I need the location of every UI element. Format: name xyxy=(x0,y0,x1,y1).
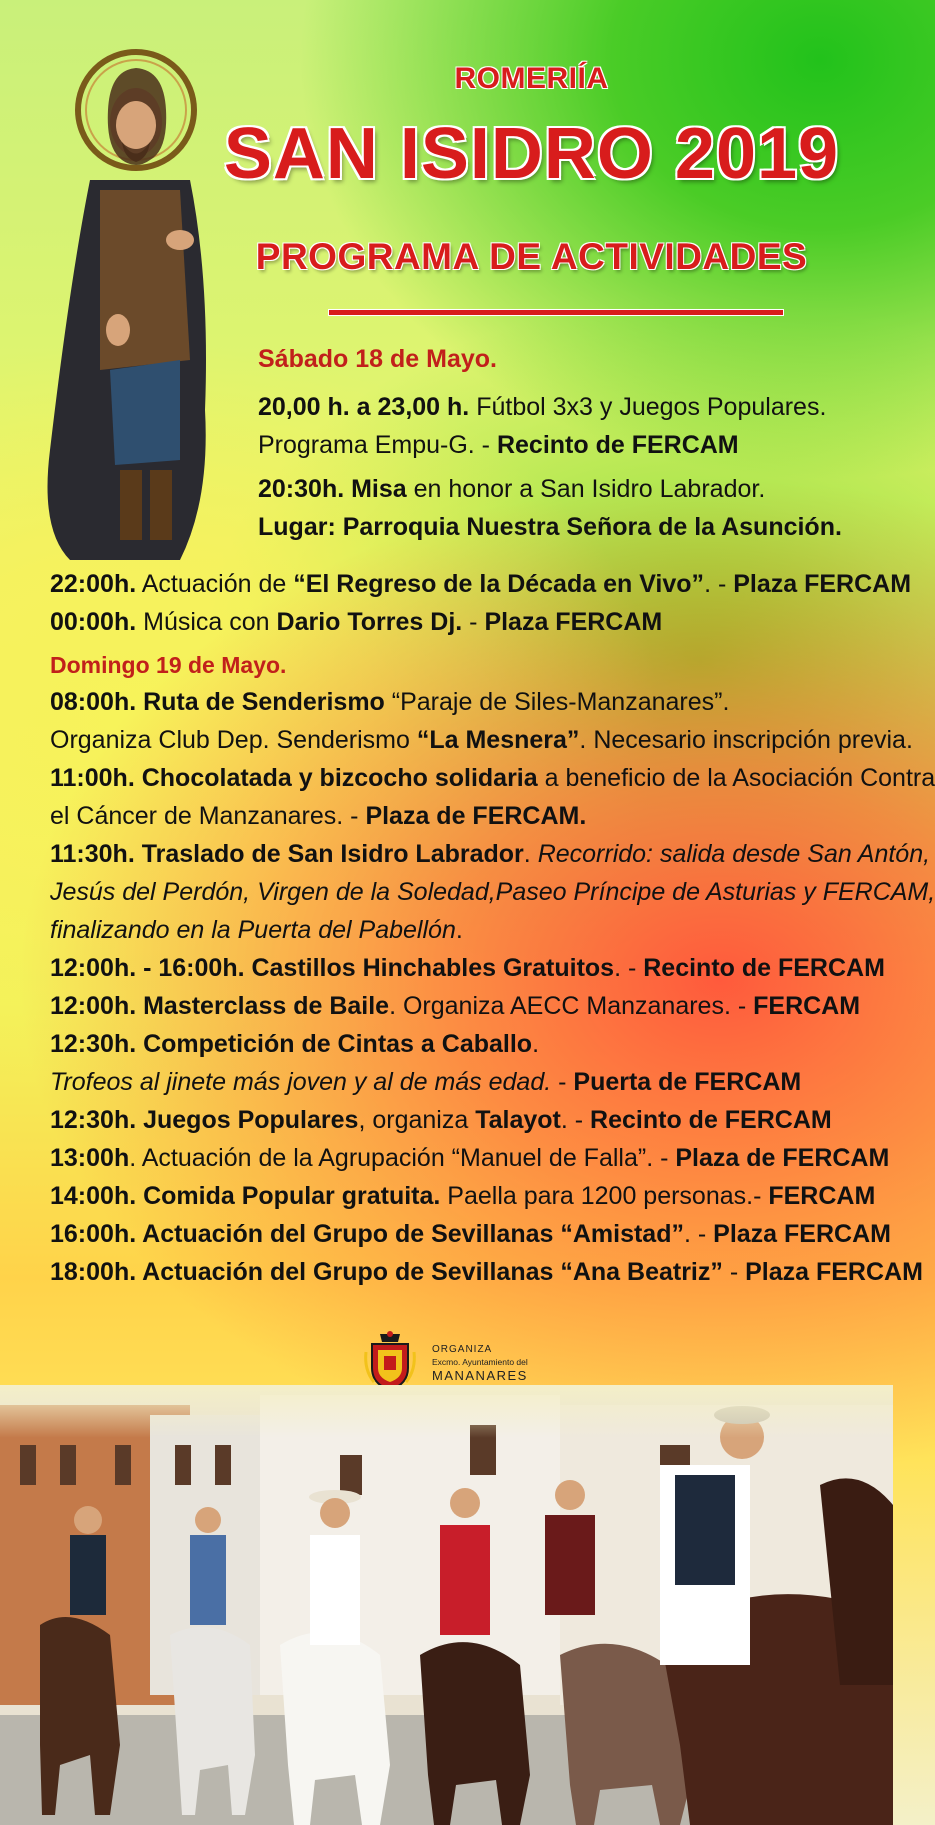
saint-figure-illustration xyxy=(30,30,230,565)
event-title: SAN ISIDRO 2019 xyxy=(223,114,840,194)
schedule-item: 13:00h. Actuación de la Agrupación “Manuel de Falla”. - Plaza de FERCAM xyxy=(50,1144,890,1172)
schedule-item: 22:00h. Actuación de “El Regreso de la Década en Vivo”. - Plaza FERCAM xyxy=(50,570,912,598)
schedule-item: 12:00h. - 16:00h. Castillos Hinchables Gratuitos. - Recinto de FERCAM xyxy=(50,954,885,982)
schedule-item: 20:30h. Misa en honor a San Isidro Labrador. xyxy=(258,475,766,503)
schedule-item: el Cáncer de Manzanares. - Plaza de FERCAM. xyxy=(50,802,587,830)
saturday-block-continued xyxy=(50,565,912,641)
schedule-item: 00:00h. Música con Dario Torres Dj. - Plaza FERCAM xyxy=(50,608,663,636)
organizer-label: ORGANIZA xyxy=(432,1344,493,1355)
organizer-logo xyxy=(362,1330,582,1390)
schedule-item: 11:30h. Traslado de San Isidro Labrador. Recorrido: salida desde San Antón, xyxy=(50,840,931,868)
schedule-item: 12:00h. Masterclass de Baile. Organiza AECC Manzanares. - FERCAM xyxy=(50,992,861,1020)
schedule-item: Organiza Club Dep. Senderismo “La Mesnera”. Necesario inscripción previa. xyxy=(50,726,913,754)
event-kicker: ROMERIÍA xyxy=(454,62,609,95)
horse-riders-photo xyxy=(0,1385,893,1825)
schedule-item: 11:00h. Chocolatada y bizcocho solidaria a beneficio de la Asociación Contra xyxy=(50,764,935,792)
coat-of-arms-icon xyxy=(364,1330,416,1392)
schedule-item: finalizando en la Puerta del Pabellón. xyxy=(50,916,463,944)
sunday-block xyxy=(50,652,935,1291)
saturday-block xyxy=(258,345,878,546)
schedule-item: 08:00h. Ruta de Senderismo “Paraje de Siles-Manzanares”. xyxy=(50,688,730,716)
schedule-item: 16:00h. Actuación del Grupo de Sevillanas “Amistad”. - Plaza FERCAM xyxy=(50,1220,891,1248)
schedule-item: Lugar: Parroquia Nuestra Señora de la Asunción. xyxy=(258,513,842,541)
event-subtitle: PROGRAMA DE ACTIVIDADES xyxy=(255,236,808,277)
organizer-town: MANANARES xyxy=(432,1368,528,1383)
saturday-heading: Sábado 18 de Mayo. xyxy=(258,345,497,373)
schedule-item: 20,00 h. a 23,00 h. Fútbol 3x3 y Juegos Populares. xyxy=(258,393,827,421)
sunday-heading: Domingo 19 de Mayo. xyxy=(50,652,287,678)
title-divider xyxy=(328,309,784,316)
schedule-item: Programa Empu-G. - Recinto de FERCAM xyxy=(258,431,739,459)
schedule-item: 12:30h. Competición de Cintas a Caballo. xyxy=(50,1030,540,1058)
schedule-item: Trofeos al jinete más joven y al de más edad. - Puerta de FERCAM xyxy=(50,1068,802,1096)
schedule-item: Jesús del Perdón, Virgen de la Soledad,Paseo Príncipe de Asturias y FERCAM, xyxy=(50,878,935,906)
organizer-entity: Excmo. Ayuntamiento del xyxy=(432,1357,528,1367)
schedule-item: 18:00h. Actuación del Grupo de Sevillanas “Ana Beatriz” - Plaza FERCAM xyxy=(50,1258,923,1286)
schedule-item: 14:00h. Comida Popular gratuita. Paella para 1200 personas.- FERCAM xyxy=(50,1182,876,1210)
schedule-item: 12:30h. Juegos Populares, organiza Talayot. - Recinto de FERCAM xyxy=(50,1106,832,1134)
